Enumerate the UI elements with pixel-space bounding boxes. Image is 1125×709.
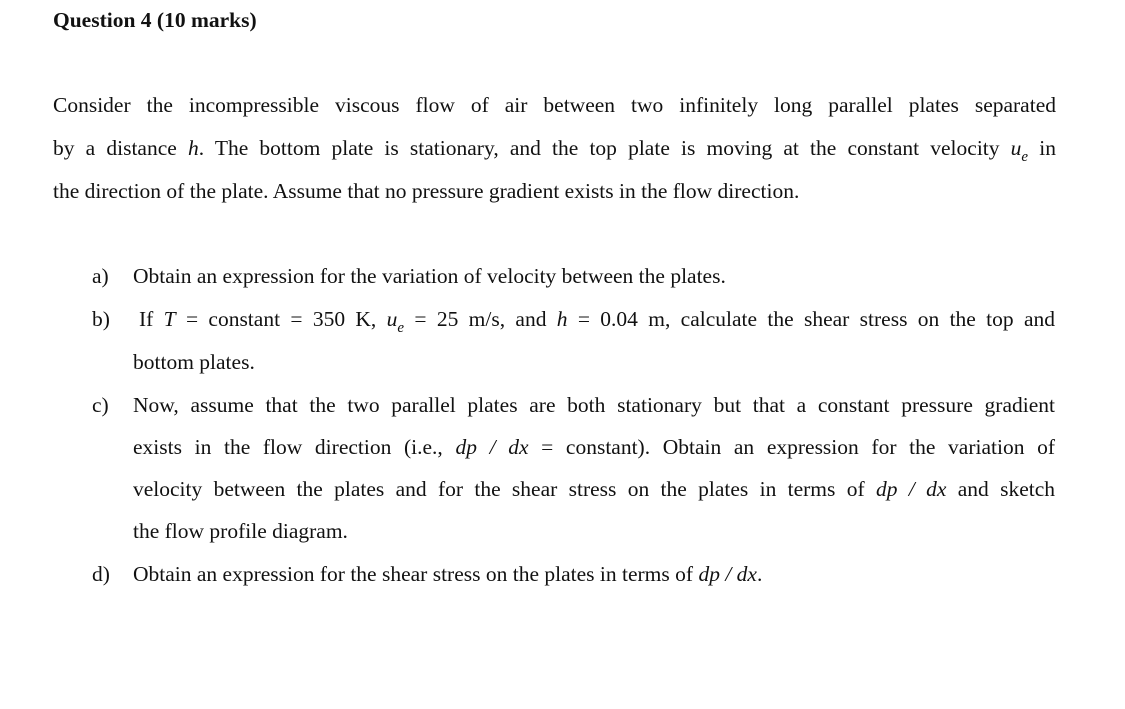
intro-text: by a distance	[53, 136, 188, 160]
part-c-text: and sketch	[946, 477, 1056, 501]
subscript-e: e	[397, 320, 405, 336]
intro-line-3: the direction of the plate. Assume that no pressure gradient exists in the flow direction.	[53, 179, 800, 203]
part-d-text: Obtain an expression for the shear stress on the plates in terms of	[133, 562, 699, 586]
part-b-label: b)	[92, 307, 110, 331]
var-u: u	[386, 307, 398, 331]
part-c-line-1: Now, assume that the two parallel plates are both stationary but that a constant pressure gradient	[133, 393, 1055, 417]
part-c-line-3	[133, 477, 1055, 502]
var-dp-dx: dp / dx	[875, 477, 947, 501]
part-d-line-1	[133, 562, 762, 587]
var-T: T	[163, 307, 176, 331]
part-d-label: d)	[92, 562, 110, 586]
part-d-text: .	[756, 562, 763, 586]
var-dp-dx: dp / dx	[698, 562, 757, 586]
part-b-line-1	[139, 307, 1055, 337]
part-b-text: = 0.04 m, calculate the shear stress on the top and	[567, 307, 1056, 331]
part-c-line-4: the flow profile diagram.	[133, 519, 348, 543]
part-b-text: = constant = 350 K,	[175, 307, 387, 331]
var-h: h	[556, 307, 568, 331]
question-heading: Question 4 (10 marks)	[53, 8, 257, 32]
subscript-e: e	[1021, 149, 1029, 165]
part-c-line-2	[133, 435, 1055, 460]
var-dp-dx: dp / dx	[455, 435, 529, 459]
intro-text: . The bottom plate is stationary, and the top plate is moving at the constant velocity	[198, 136, 1011, 160]
part-a-label: a)	[92, 264, 109, 288]
intro-text: in	[1028, 136, 1056, 160]
var-h: h	[187, 136, 199, 160]
part-b-line-2: bottom plates.	[133, 350, 255, 374]
part-c-text: = constant). Obtain an expression for the variation of	[528, 435, 1055, 459]
var-u: u	[1010, 136, 1022, 160]
intro-line-1: Consider the incompressible viscous flow of air between two infinitely long parallel plates separated	[53, 93, 1056, 117]
part-c-text: velocity between the plates and for the shear stress on the plates in terms of	[133, 477, 876, 501]
part-b-text: = 25 m/s, and	[404, 307, 557, 331]
part-c-label: c)	[92, 393, 109, 417]
part-c-text: exists in the flow direction (i.e.,	[133, 435, 456, 459]
intro-paragraph	[53, 84, 1056, 214]
part-a-text: Obtain an expression for the variation of velocity between the plates.	[133, 264, 726, 288]
part-b-text: If	[139, 307, 164, 331]
